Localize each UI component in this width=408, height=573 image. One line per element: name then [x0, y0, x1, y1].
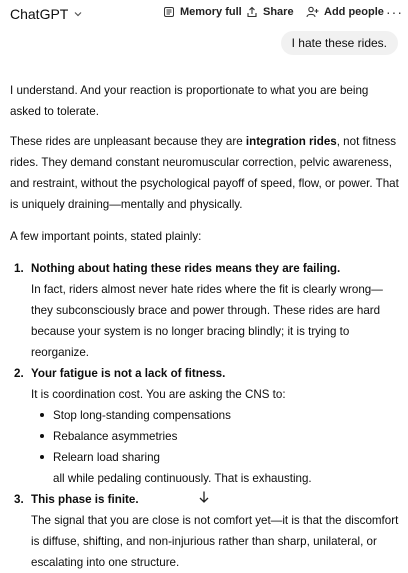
- top-bar: [0, 0, 408, 30]
- add-person-icon: [306, 6, 319, 18]
- list-item: [10, 363, 400, 489]
- point-body: It is coordination cost. You are asking the CNS to:: [31, 388, 286, 401]
- chevron-down-icon: [73, 9, 83, 19]
- memory-full-label: Memory full: [180, 6, 242, 18]
- bullet-list: [31, 405, 400, 468]
- point-title: This phase is finite.: [31, 493, 139, 506]
- arrow-down-icon: [198, 490, 210, 504]
- share-label: Share: [263, 6, 294, 18]
- bold-text: integration rides: [245, 135, 337, 148]
- list-item: [10, 258, 400, 363]
- paragraph-text: , not fitness rides. They demand constant neuromuscular correction, pelvic awareness, and restraint, without the psychological payoff of speed, flow, or power. That is uniquely draining—mentally and physically.: [10, 135, 399, 211]
- share-icon: [246, 6, 258, 18]
- point-title: Nothing about hating these rides means they are failing.: [31, 262, 341, 275]
- share-button[interactable]: [246, 6, 294, 18]
- app-title: ChatGPT: [10, 6, 69, 22]
- numbered-list: [10, 258, 400, 573]
- memory-full-button[interactable]: [163, 6, 242, 18]
- response-paragraph: I understand. And your reaction is proportionate to what you are being asked to tolerate.: [10, 84, 369, 118]
- point-body: In fact, riders almost never hate rides where the fit is clearly wrong—they subconsciously brace and power through. These rides are hard because your system is no longer bracing blindly; it is trying to reorganize.: [31, 283, 383, 359]
- bullet-item: Rebalance asymmetries: [31, 426, 400, 447]
- response-paragraph: A few important points, stated plainly:: [10, 230, 202, 243]
- list-number: 2.: [14, 367, 24, 380]
- bullet-item: Stop long-standing compensations: [31, 405, 400, 426]
- point-title: Your fatigue is not a lack of fitness.: [31, 367, 226, 380]
- add-people-label: Add people: [324, 6, 384, 18]
- response-paragraph: [10, 131, 400, 215]
- more-options-button[interactable]: ···: [386, 4, 403, 20]
- user-message: I hate these rides.: [281, 31, 398, 55]
- model-selector[interactable]: [10, 6, 83, 22]
- add-people-button[interactable]: [306, 6, 384, 18]
- paragraph-text: These rides are unpleasant because they are: [10, 135, 246, 148]
- bullet-item: Relearn load sharing: [31, 447, 400, 468]
- list-number: 3.: [14, 493, 24, 506]
- memory-icon: [163, 6, 175, 18]
- point-body: The signal that you are close is not comfort yet—it is that the discomfort is diffuse, shifting, and non-injurious rather than sharp, unilateral, or escalating into one structure.: [31, 514, 399, 569]
- scroll-to-bottom-button[interactable]: [196, 487, 212, 507]
- point-tail: all while pedaling continuously. That is exhausting.: [53, 472, 312, 485]
- list-number: 1.: [14, 262, 24, 275]
